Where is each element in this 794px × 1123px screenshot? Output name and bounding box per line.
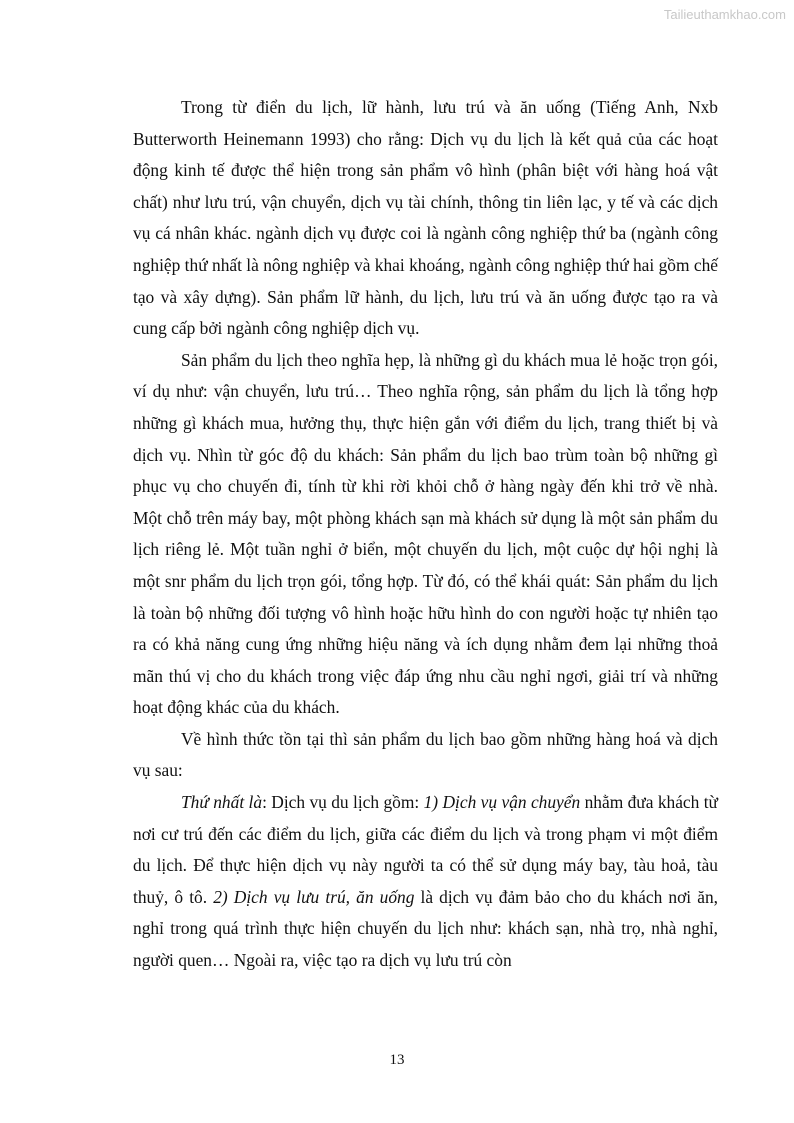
- p4-text-2: nhằm đưa khách từ nơi cư trú đến các điểm du lịch, giữa các điểm du lịch và trong phạm vi một điểm du lịch. Để thực hiện dịch vụ này người ta có thể sử dụng máy bay, tàu hoả, tàu thuỷ, ô tô.: [133, 792, 718, 907]
- p4-text-1: : Dịch vụ du lịch gồm:: [262, 792, 424, 813]
- paragraph-1: Trong từ điển du lịch, lữ hành, lưu trú và ăn uống (Tiếng Anh, Nxb Butterworth Heinemann 1993) cho rằng: Dịch vụ du lịch là kết quả của các hoạt động kinh tế được thể hiện trong sản phẩm vô hình (phân biệt với hàng hoá vật chất) như lưu trú, vận chuyển, dịch vụ tài chính, thông tin liên lạc, y tế và các dịch vụ cá nhân khác. ngành dịch vụ được coi là ngành công nghiệp thứ ba (ngành công nghiệp thứ nhất là nông nghiệp và khai khoáng, ngành công nghiệp thứ hai gồm chế tạo và xây dựng). Sản phẩm lữ hành, du lịch, lưu trú và ăn uống được tạo ra và cung cấp bởi ngành công nghiệp dịch vụ.: [133, 97, 718, 339]
- italic-dich-vu-luu-tru: 2) Dịch vụ lưu trú, ăn uống: [213, 886, 415, 907]
- page-number: 13: [389, 1052, 405, 1068]
- p4-text-3: là dịch vụ đảm bảo cho du khách nơi ăn, nghỉ trong quá trình thực hiện chuyến du lịch như: khách sạn, nhà trọ, nhà nghỉ, người quen… Ngoài ra, việc tạo ra dịch vụ lưu trú còn: [133, 886, 718, 971]
- paragraph-3: Về hình thức tồn tại thì sản phẩm du lịch bao gồm những hàng hoá và dịch vụ sau:: [133, 728, 718, 781]
- paragraph-2: Sản phẩm du lịch theo nghĩa hẹp, là những gì du khách mua lẻ hoặc trọn gói, ví dụ như: vận chuyển, lưu trú… Theo nghĩa rộng, sản phẩm du lịch là tổng hợp những gì khách mua, hưởng thụ, thực hiện gắn với điểm du lịch, trang thiết bị và dịch vụ. Nhìn từ góc độ du khách: Sản phẩm du lịch bao trùm toàn bộ những gì phục vụ cho chuyến đi, tính từ khi rời khỏi chỗ ở hàng ngày đến khi trở về nhà. Một chỗ trên máy bay, một phòng khách sạn mà khách sử dụng là một sản phẩm du lịch riêng lẻ. Một tuần nghỉ ở biển, một chuyến du lịch, một cuộc dự hội nghị là một snr phẩm du lịch trọn gói, tổng hợp. Từ đó, có thể khái quát: Sản phẩm du lịch là toàn bộ những đối tượng vô hình hoặc hữu hình do con người hoặc tự nhiên tạo ra có khả năng cung ứng những hiệu năng và ích dụng nhằm đem lại những thoả mãn thú vị cho du khách trong việc đáp ứng nhu cầu nghỉ ngơi, giải trí và những hoạt động khác của du khách.: [133, 349, 718, 718]
- paragraph-4: [133, 787, 718, 977]
- watermark: Tailieuthamkhao.com: [663, 7, 786, 22]
- italic-thu-nhat-la: Thứ nhất là: [181, 792, 263, 813]
- page-body: [133, 92, 718, 977]
- italic-dich-vu-van-chuyen: 1) Dịch vụ vận chuyển: [423, 792, 581, 813]
